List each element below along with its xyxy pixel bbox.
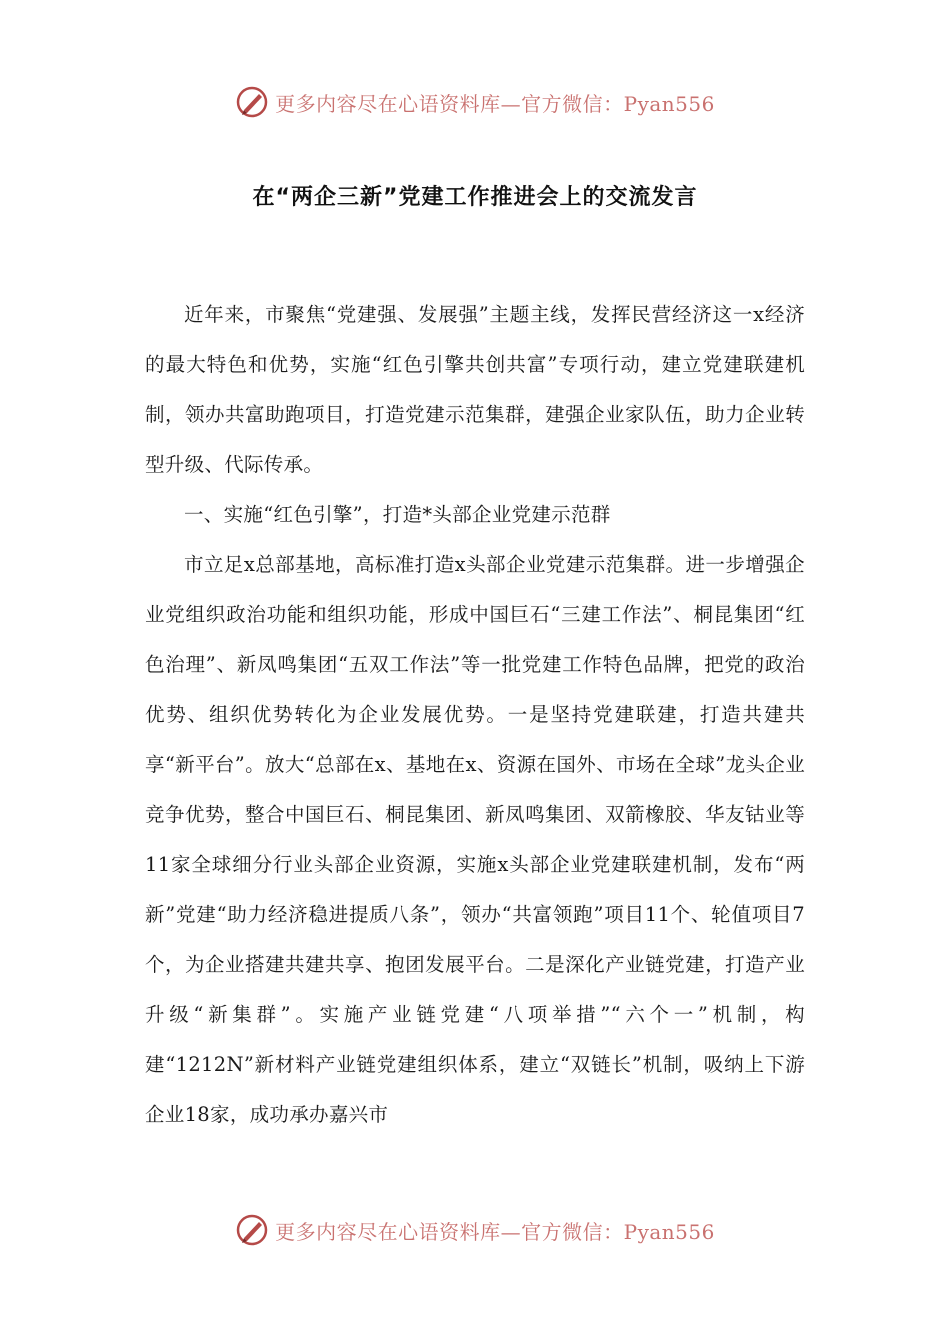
watermark-banner-bottom xyxy=(0,1210,950,1250)
paragraph-section-one: 市立足x总部基地，高标准打造x头部企业党建示范集群。进一步增强企业党组织政治功能和组织功能，形成中国巨石“三建工作法”、桐昆集团“红色治理”、新凤鸣集团“五双工作法”等一批党建工作特色品牌，把党的政治优势、组织优势转化为企业发展优势。一是坚持党建联建，打造共建共享“新平台”。放大“总部在x、基地在x、资源在国外、市场在全球”龙头企业竞争优势，整合中国巨石、桐昆集团、新凤鸣集团、双箭橡胶、华友钴业等11家全球细分行业头部企业资源，实施x头部企业党建联建机制，发布“两新”党建“助力经济稳进提质八条”，领办“共富领跑”项目11个、轮值项目7个，为企业搭建共建共享、抱团发展平台。二是深化产业链党建，打造产业升级“新集群”。实施产业链党建“八项举措”“六个一”机制，构建“1212N”新材料产业链党建组织体系，建立“双链长”机制，吸纳上下游企业18家，成功承办嘉兴市 xyxy=(145,553,805,1126)
document-body xyxy=(145,290,805,1140)
watermark-text: 更多内容尽在心语资料库—官方微信：Pyan556 xyxy=(275,91,715,116)
section-heading: 一、实施“红色引擎”，打造*头部企业党建示范群 xyxy=(184,503,611,526)
pen-logo-icon xyxy=(235,85,269,119)
document-title: 在“两企三新”党建工作推进会上的交流发言 xyxy=(252,185,698,210)
paragraph-intro: 近年来，市聚焦“党建强、发展强”主题主线，发挥民营经济这一x经济的最大特色和优势，实施“红色引擎共创共富”专项行动，建立党建联建机制，领办共富助跑项目，打造党建示范集群，建强企业家队伍，助力企业转型升级、代际传承。 xyxy=(145,303,805,476)
watermark-text: 更多内容尽在心语资料库—官方微信：Pyan556 xyxy=(275,1219,715,1244)
watermark-banner-top xyxy=(0,82,950,122)
pen-logo-icon xyxy=(235,1213,269,1247)
